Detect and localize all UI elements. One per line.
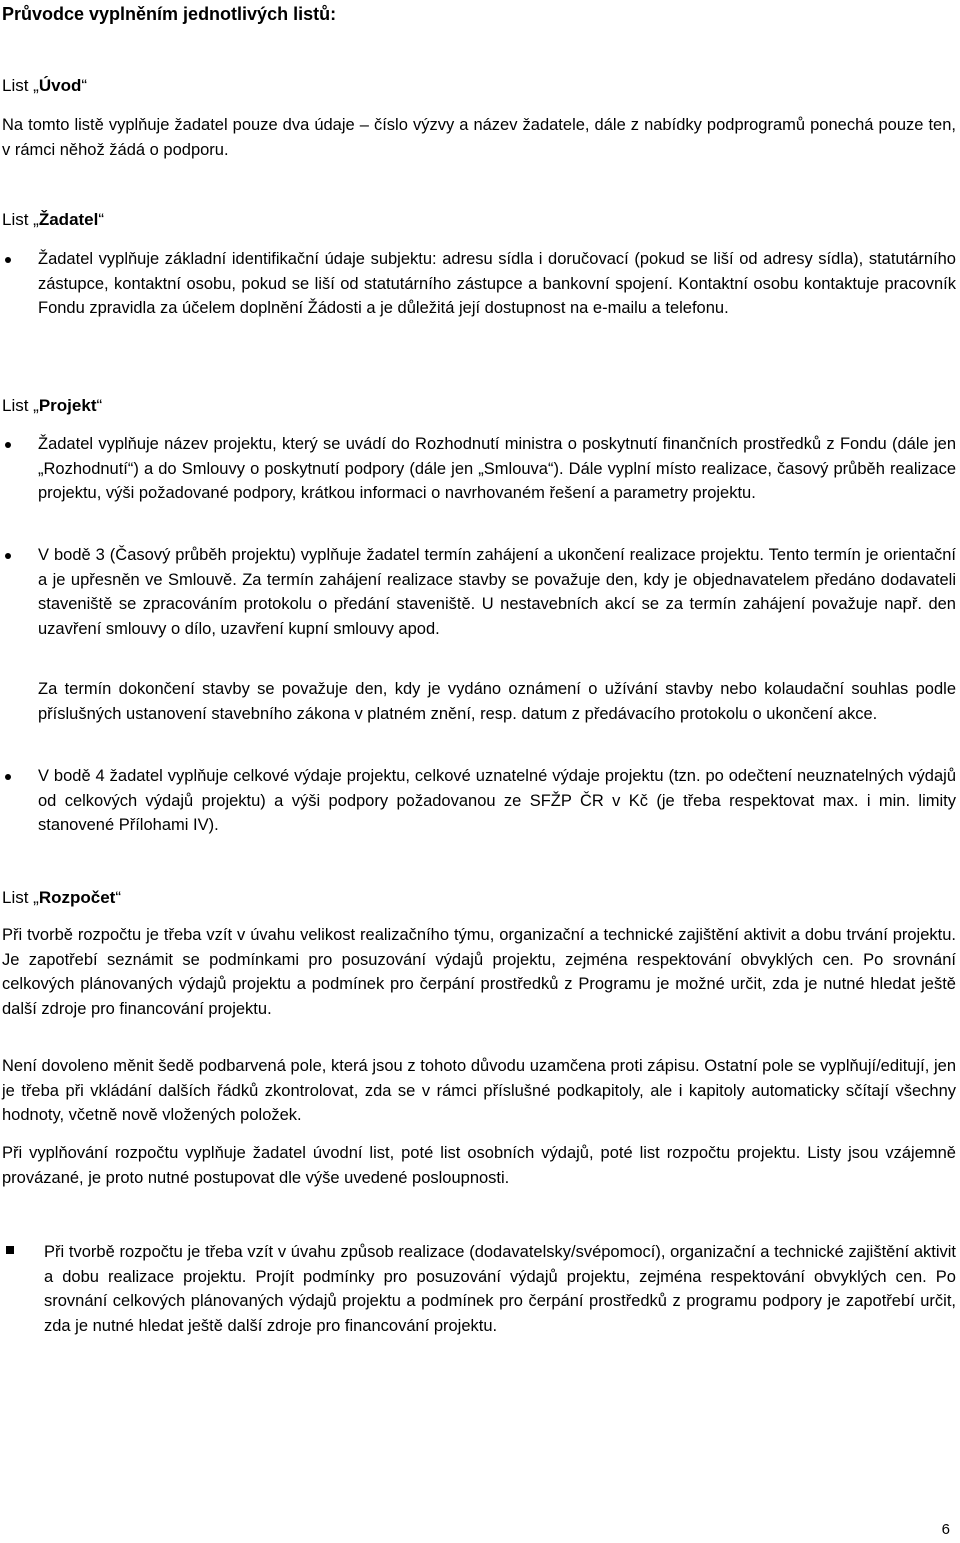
section-heading-zadatel (2, 208, 956, 233)
bullet-dot (2, 254, 14, 266)
heading-name: Úvod (38, 76, 82, 95)
rozpocet-paragraph-3: Při vyplňování rozpočtu vyplňuje žadatel úvodní list, poté list osobních výdajů, poté list rozpočtu projektu. Listy jsou vzájemně provázané, je proto nutné postupovat dle výše uvedené posloupnosti. (2, 1144, 956, 1187)
heading-suffix: “ (81, 76, 88, 95)
section-heading-uvod (2, 74, 956, 99)
heading-name: Žadatel (38, 210, 99, 229)
page-number: 6 (941, 1521, 950, 1538)
rozpocet-paragraph-2: Není dovoleno měnit šedě podbarvená pole, která jsou z tohoto důvodu uzamčena proti zápisu. Ostatní pole se vyplňují/editují, jen je třeba při vkládání dalších řádků zkontrolovat, zda se v rámci příslušné podkapitoly, ale i kapitoly automaticky sčítají všechny hodnoty, včetně nově vložených položek. (2, 1057, 956, 1124)
bullet-dot (2, 550, 14, 562)
heading-suffix: “ (115, 888, 122, 907)
projekt-bullet-2-continuation: Za termín dokončení stavby se považuje den, kdy je vydáno oznámení o užívání stavby nebo kolaudační souhlas podle příslušných ustanovení stavebního zákona v platném znění, resp. datum z předávacího protokolu o ukončení akce. (38, 680, 956, 723)
bullet-dot (2, 439, 14, 451)
heading-prefix: List „ (2, 888, 39, 907)
heading-suffix: “ (96, 396, 103, 415)
projekt-bullet-2: V bodě 3 (Časový průběh projektu) vyplňuje žadatel termín zahájení a ukončení realizace projektu. Tento termín je orientační a je upřesněn ve Smlouvě. Za termín zahájení realizace stavby se považuje den, kdy je objednavatelem předáno dodavateli staveniště se zpracováním protokolu o předání staveniště. U nestavebních akcí se za termín zahájení považuje např. den uzavření smlouvy o dílo, uzavření kupní smlouvy apod. (38, 546, 956, 638)
section-heading-projekt (2, 394, 956, 419)
heading-prefix: List „ (2, 210, 39, 229)
projekt-bullet-1: Žadatel vyplňuje název projektu, který se uvádí do Rozhodnutí ministra o poskytnutí finančních prostředků z Fondu (dále jen „Rozhodnutí“) a do Smlouvy o poskytnutí podpory (dále jen „Smlouva“). Dále vyplní místo realizace, časový průběh realizace projektu, výši požadované podpory, krátkou informaci o navrhovaném řešení a parametry projektu. (38, 435, 956, 502)
zadatel-bullet-1: Žadatel vyplňuje základní identifikační údaje subjektu: adresu sídla i doručovací (pokud se liší od adresy sídla), statutárního zástupce, kontaktní osobu, pokud se liší od statutárního zástupce a bankovní spojení. Kontaktní osobu kontaktuje pracovník Fondu zpravidla za účelem doplnění Žádosti a je důležitá její dostupnost na e-mailu a telefonu. (38, 250, 956, 317)
square-bullet (6, 1246, 14, 1254)
projekt-bullet-3: V bodě 4 žadatel vyplňuje celkové výdaje projektu, celkové uznatelné výdaje projektu (tzn. po odečtení neuznatelných výdajů od celkových výdajů projektu) a výši podpory požadovanou ze SFŽP ČR v Kč (je třeba respektovat max. i min. limity stanovené Přílohami IV). (38, 767, 956, 834)
page-title: Průvodce vyplněním jednotlivých listů: (2, 4, 337, 24)
heading-suffix: “ (98, 210, 105, 229)
heading-name: Rozpočet (38, 888, 116, 907)
rozpocet-paragraph-1: Při tvorbě rozpočtu je třeba vzít v úvahu velikost realizačního týmu, organizační a technické zajištění aktivit a dobu trvání projektu. Je zapotřebí seznámit se podmínkami pro posuzování výdajů projektu, zejména respektování obvyklých cen. Po srovnání celkových plánovaných výdajů projektu a podmínek pro čerpání prostředků z Programu je možné určit, zda je nutné hledat ještě další zdroje pro financování projektu. (2, 926, 956, 1018)
section-text-uvod: Na tomto listě vyplňuje žadatel pouze dva údaje – číslo výzvy a název žadatele, dále z nabídky podprogramů ponechá pouze ten, v rámci něhož žádá o podporu. (2, 116, 956, 159)
bullet-dot (2, 771, 14, 783)
heading-prefix: List „ (2, 396, 39, 415)
heading-name: Projekt (38, 396, 97, 415)
heading-prefix: List „ (2, 76, 39, 95)
section-heading-rozpocet (2, 886, 956, 911)
rozpocet-square-bullet-text: Při tvorbě rozpočtu je třeba vzít v úvahu způsob realizace (dodavatelsky/svépomocí), organizační a technické zajištění aktivit a dobu realizace projektu. Projít podmínky pro posuzování výdajů projektu, zejména respektování obvyklých cen. Po srovnání celkových plánovaných výdajů projektu a podmínek pro čerpání prostředků z programu podpory je zapotřebí určit, zda je nutné hledat ještě další zdroje pro financování projektu. (44, 1243, 956, 1335)
